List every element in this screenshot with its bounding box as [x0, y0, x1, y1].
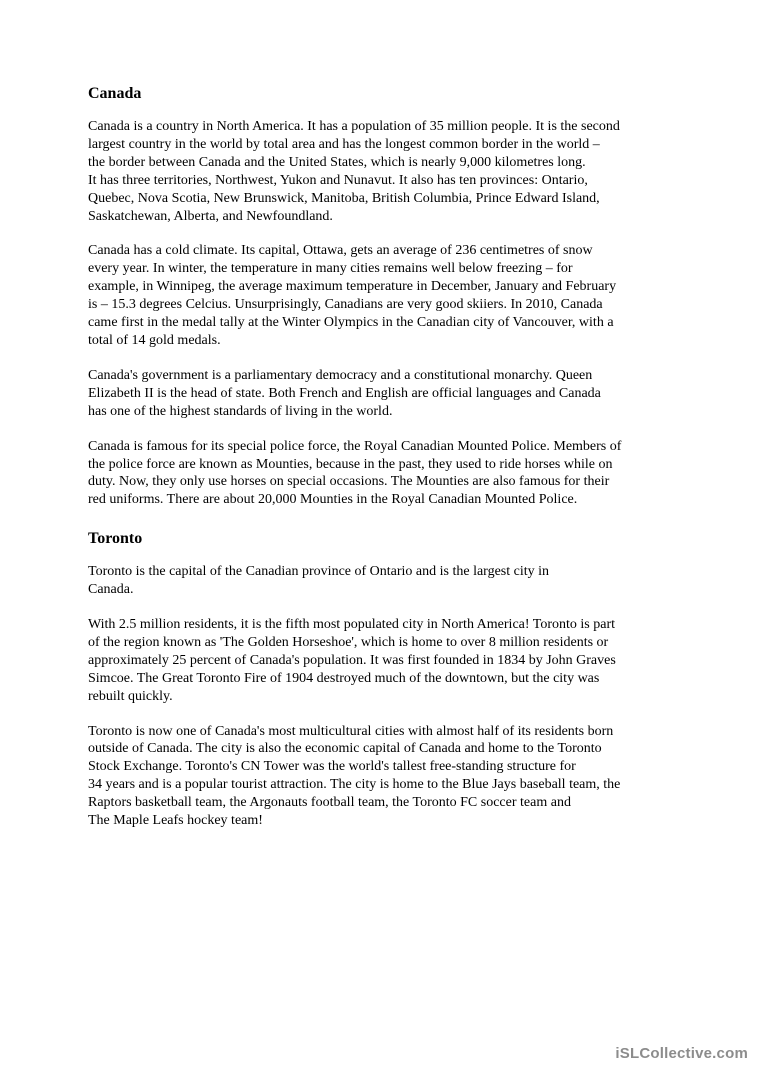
text-line: largest country in the world by total area and has the longest common border in the world –: [88, 136, 600, 152]
text-line: came first in the medal tally at the Winter Olympics in the Canadian city of Vancouver, with a: [88, 315, 614, 331]
text-line: the border between Canada and the United States, which is nearly 9,000 kilometres long.: [88, 154, 586, 170]
text-line: is – 15.3 degrees Celcius. Unsurprisingly, Canadians are very good skiiers. In 2010, Canada: [88, 297, 603, 313]
canada-paragraph-2: [88, 242, 688, 349]
text-line: of the region known as 'The Golden Horseshoe', which is home to over 8 million residents or: [88, 634, 609, 650]
text-line: Toronto is the capital of the Canadian province of Ontario and is the largest city in: [88, 564, 550, 580]
text-line: duty. Now, they only use horses on special occasions. The Mounties are also famous for their: [88, 474, 610, 490]
section-heading-toronto: Toronto: [88, 530, 143, 548]
text-line: Canada.: [88, 582, 134, 598]
section-heading-canada: Canada: [88, 85, 142, 102]
toronto-paragraph-2: [88, 616, 688, 706]
site-watermark: iSLCollective.com: [615, 1045, 748, 1062]
text-line: Canada's government is a parliamentary democracy and a constitutional monarchy. Queen: [88, 367, 593, 383]
text-line: red uniforms. There are about 20,000 Mounties in the Royal Canadian Mounted Police.: [88, 492, 578, 508]
text-line: has one of the highest standards of living in the world.: [88, 403, 393, 419]
text-line: Saskatchewan, Alberta, and Newfoundland.: [88, 208, 333, 224]
document-page: [88, 84, 688, 847]
canada-paragraph-4: [88, 438, 688, 510]
text-line: outside of Canada. The city is also the economic capital of Canada and home to the Toronto: [88, 741, 602, 757]
text-line: Stock Exchange. Toronto's CN Tower was the world's tallest free-standing structure for: [88, 759, 576, 775]
text-line: Elizabeth II is the head of state. Both French and English are official languages and Canada: [88, 385, 601, 401]
text-line: Canada is a country in North America. It has a population of 35 million people. It is the second: [88, 119, 620, 134]
text-line: total of 14 gold medals.: [88, 332, 221, 348]
text-line: Simcoe. The Great Toronto Fire of 1904 destroyed much of the downtown, but the city was: [88, 670, 600, 686]
text-line: Canada has a cold climate. Its capital, Ottawa, gets an average of 236 centimetres of snow: [88, 243, 593, 259]
canada-paragraph-1: [88, 118, 688, 225]
canada-paragraph-3: [88, 367, 688, 421]
text-line: Toronto is now one of Canada's most multicultural cities with almost half of its residents born: [88, 723, 614, 739]
text-line: Canada is famous for its special police force, the Royal Canadian Mounted Police. Members of: [88, 438, 622, 454]
text-line: 34 years and is a popular tourist attraction. The city is home to the Blue Jays baseball team, the: [88, 777, 621, 793]
text-line: the police force are known as Mounties, because in the past, they used to ride horses while on: [88, 456, 613, 472]
text-line: With 2.5 million residents, it is the fifth most populated city in North America! Toronto is part: [88, 617, 616, 633]
text-line: rebuilt quickly.: [88, 688, 173, 704]
toronto-paragraph-3: [88, 723, 688, 830]
toronto-paragraph-1: [88, 563, 688, 599]
text-line: Raptors basketball team, the Argonauts football team, the Toronto FC soccer team and: [88, 795, 571, 811]
text-line: It has three territories, Northwest, Yukon and Nunavut. It also has ten provinces: Ontario,: [88, 172, 588, 188]
text-line: Quebec, Nova Scotia, New Brunswick, Manitoba, British Columbia, Prince Edward Island,: [88, 190, 600, 206]
text-line: example, in Winnipeg, the average maximum temperature in December, January and February: [88, 279, 617, 295]
text-line: approximately 25 percent of Canada's population. It was first founded in 1834 by John Graves: [88, 652, 616, 668]
text-line: every year. In winter, the temperature in many cities remains well below freezing – for: [88, 261, 573, 277]
text-line: The Maple Leafs hockey team!: [88, 813, 263, 829]
